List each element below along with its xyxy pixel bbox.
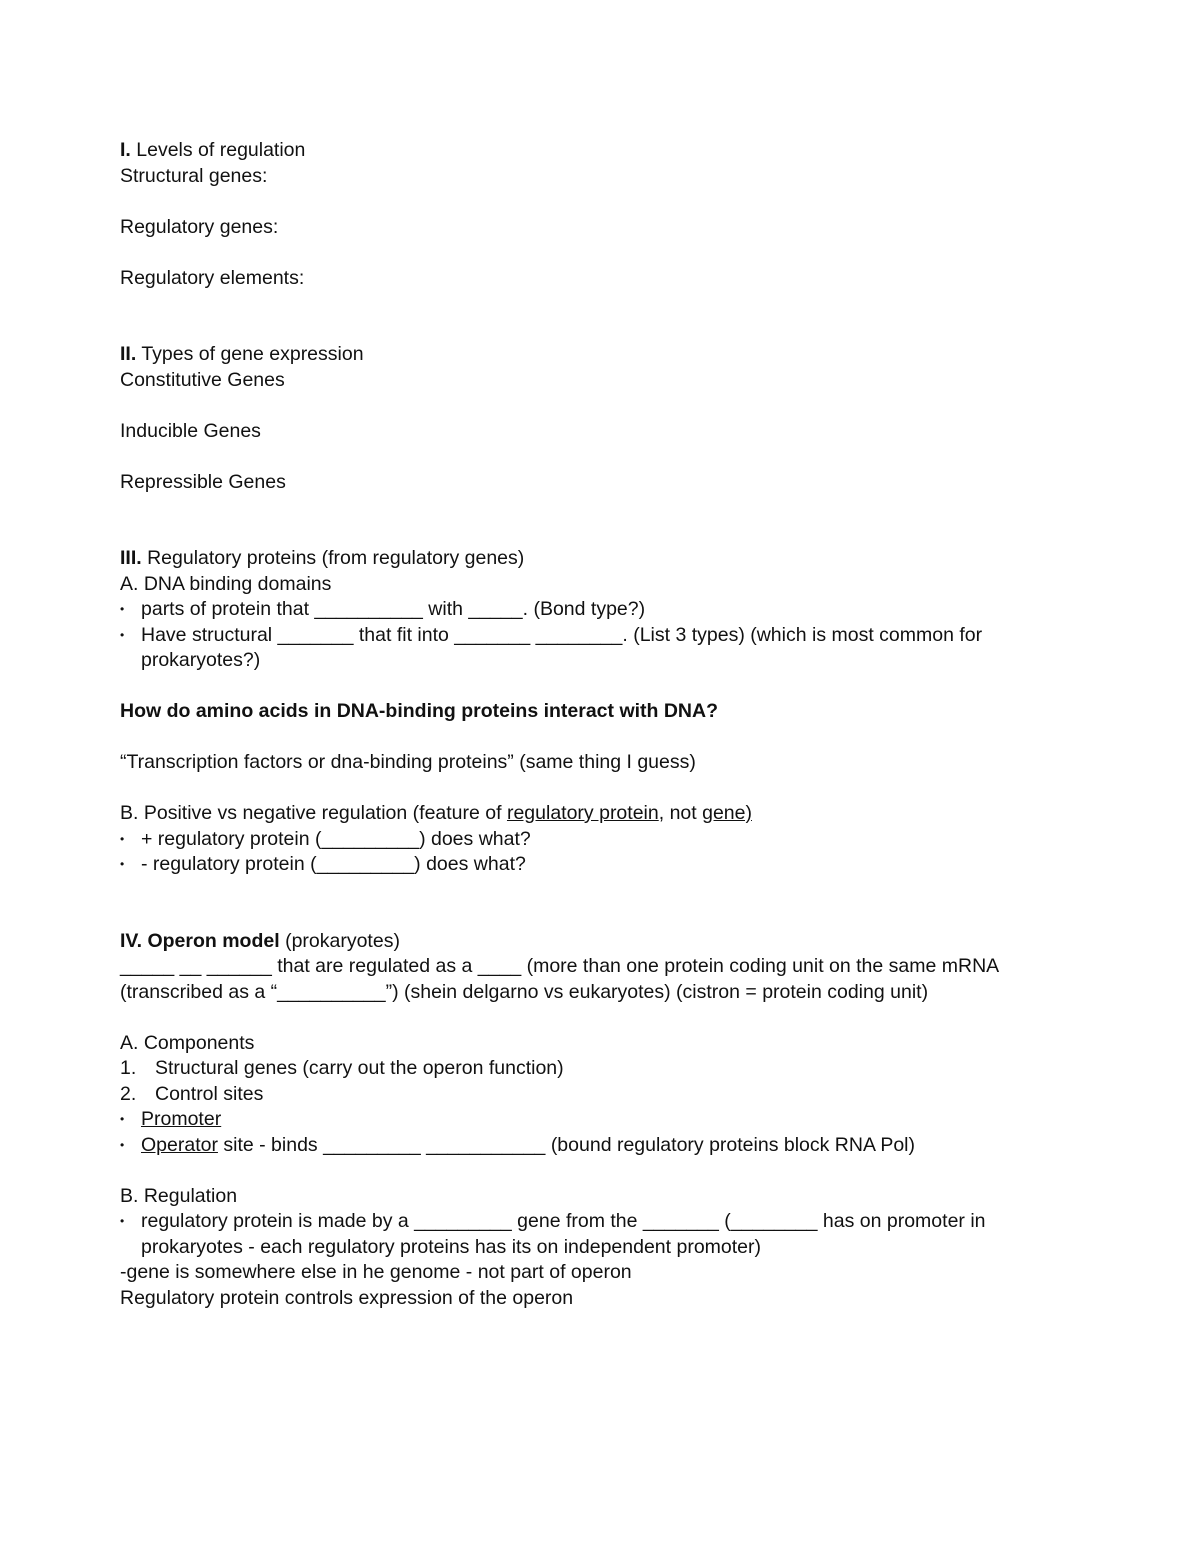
list-item-text: parts of protein that __________ with _____. (Bond type?) — [141, 598, 646, 620]
list-item-text: site - binds _________ ___________ (bound regulatory proteins block RNA Pol) — [217, 1133, 916, 1156]
regulatory-elements-label: Regulatory elements: — [120, 266, 305, 289]
numbered-item-text: Control sites — [155, 1082, 264, 1105]
operon-definition-line-2: (transcribed as a “__________”) (shein delgarno vs eukaryotes) (cistron = protein coding unit) — [120, 980, 929, 1003]
section-3-title: Regulatory proteins (from regulatory genes) — [141, 547, 525, 569]
regulatory-genes-label: Regulatory genes: — [120, 215, 279, 238]
repressible-genes-label: Repressible Genes — [120, 470, 286, 493]
list-item — [120, 1133, 1100, 1159]
spacer — [120, 674, 1100, 700]
section-2-heading — [120, 342, 1100, 368]
spacer — [120, 444, 1100, 470]
list-item — [120, 623, 1100, 649]
bullet-icon: • — [120, 1137, 125, 1152]
spacer — [120, 1158, 1100, 1184]
regulation-heading — [120, 801, 1100, 827]
list-item-text: - regulatory protein (_________) does what? — [141, 853, 526, 875]
list-item-continuation: prokaryotes?) — [141, 649, 261, 671]
numbered-item — [120, 1082, 1100, 1108]
spacer — [120, 393, 1100, 419]
spacer — [120, 291, 1100, 342]
regulation-subheading: B. Regulation — [120, 1184, 238, 1207]
list-item — [120, 597, 1100, 623]
spacer — [120, 1005, 1100, 1031]
item-number: 1. — [120, 1057, 137, 1079]
list-item-continuation: prokaryotes - each regulatory proteins has its on independent promoter) — [141, 1235, 762, 1258]
item-number: 2. — [120, 1082, 137, 1105]
list-item — [120, 852, 1100, 878]
spacer — [120, 725, 1100, 751]
operator-underlined: Operator — [141, 1133, 218, 1156]
section-2-title: Types of gene expression — [136, 343, 364, 365]
spacer — [120, 495, 1100, 546]
document-page — [120, 138, 1100, 1311]
bullet-icon: • — [120, 1112, 125, 1126]
promoter-underlined: Promoter — [141, 1108, 222, 1130]
numbered-item-text: Structural genes (carry out the operon function) — [155, 1057, 564, 1079]
section-1-heading — [120, 138, 1100, 164]
bullet-icon: • — [120, 857, 125, 871]
amino-acids-question: How do amino acids in DNA-binding proteins interact with DNA? — [120, 700, 719, 722]
structural-genes-label: Structural genes: — [120, 164, 268, 187]
constitutive-genes-label: Constitutive Genes — [120, 368, 285, 391]
gene-location-line: -gene is somewhere else in he genome - not part of operon — [120, 1261, 632, 1283]
list-item — [120, 1209, 1100, 1235]
section-1-number: I. — [120, 139, 131, 161]
bullet-icon: • — [120, 831, 125, 846]
list-item-text: + regulatory protein (_________) does what? — [141, 827, 531, 850]
operon-definition-line-1: _____ __ ______ that are regulated as a ____ (more than one protein coding unit on the same mRNA — [120, 955, 1000, 977]
spacer — [120, 189, 1100, 215]
section-3-number: III. — [120, 547, 142, 569]
components-heading: A. Components — [120, 1031, 255, 1054]
bullet-icon: • — [120, 1214, 125, 1228]
regulatory-protein-controls-line: Regulatory protein controls expression of the operon — [120, 1286, 574, 1309]
section-2-number: II. — [120, 343, 137, 365]
gene-underlined: gene) — [702, 802, 752, 824]
inducible-genes-label: Inducible Genes — [120, 419, 261, 442]
regulation-heading-mid: , not — [658, 802, 703, 824]
spacer — [120, 776, 1100, 802]
list-item-text: regulatory protein is made by a _________ gene from the _______ (________ has on promoter in — [141, 1210, 986, 1232]
regulation-heading-text: B. Positive vs negative regulation (feature of — [120, 802, 507, 824]
section-1-title: Levels of regulation — [130, 139, 306, 161]
list-item — [120, 827, 1100, 853]
section-4-title-rest: (prokaryotes) — [279, 929, 400, 952]
list-item-text: Have structural _______ that fit into _______ ________. (List 3 types) (which is most common for — [141, 623, 983, 646]
dna-binding-domains-heading: A. DNA binding domains — [120, 572, 332, 595]
section-3-heading — [120, 546, 1100, 572]
list-item — [120, 1107, 1100, 1133]
spacer — [120, 878, 1100, 929]
section-4-title-bold: IV. Operon model — [120, 929, 280, 952]
regulatory-protein-underlined: regulatory protein — [506, 802, 659, 824]
spacer — [120, 240, 1100, 266]
bullet-icon: • — [120, 602, 125, 616]
section-4-heading — [120, 929, 1100, 955]
numbered-item — [120, 1056, 1100, 1082]
bullet-icon: • — [120, 627, 125, 642]
transcription-factors-quote: “Transcription factors or dna-binding proteins” (same thing I guess) — [120, 751, 696, 773]
